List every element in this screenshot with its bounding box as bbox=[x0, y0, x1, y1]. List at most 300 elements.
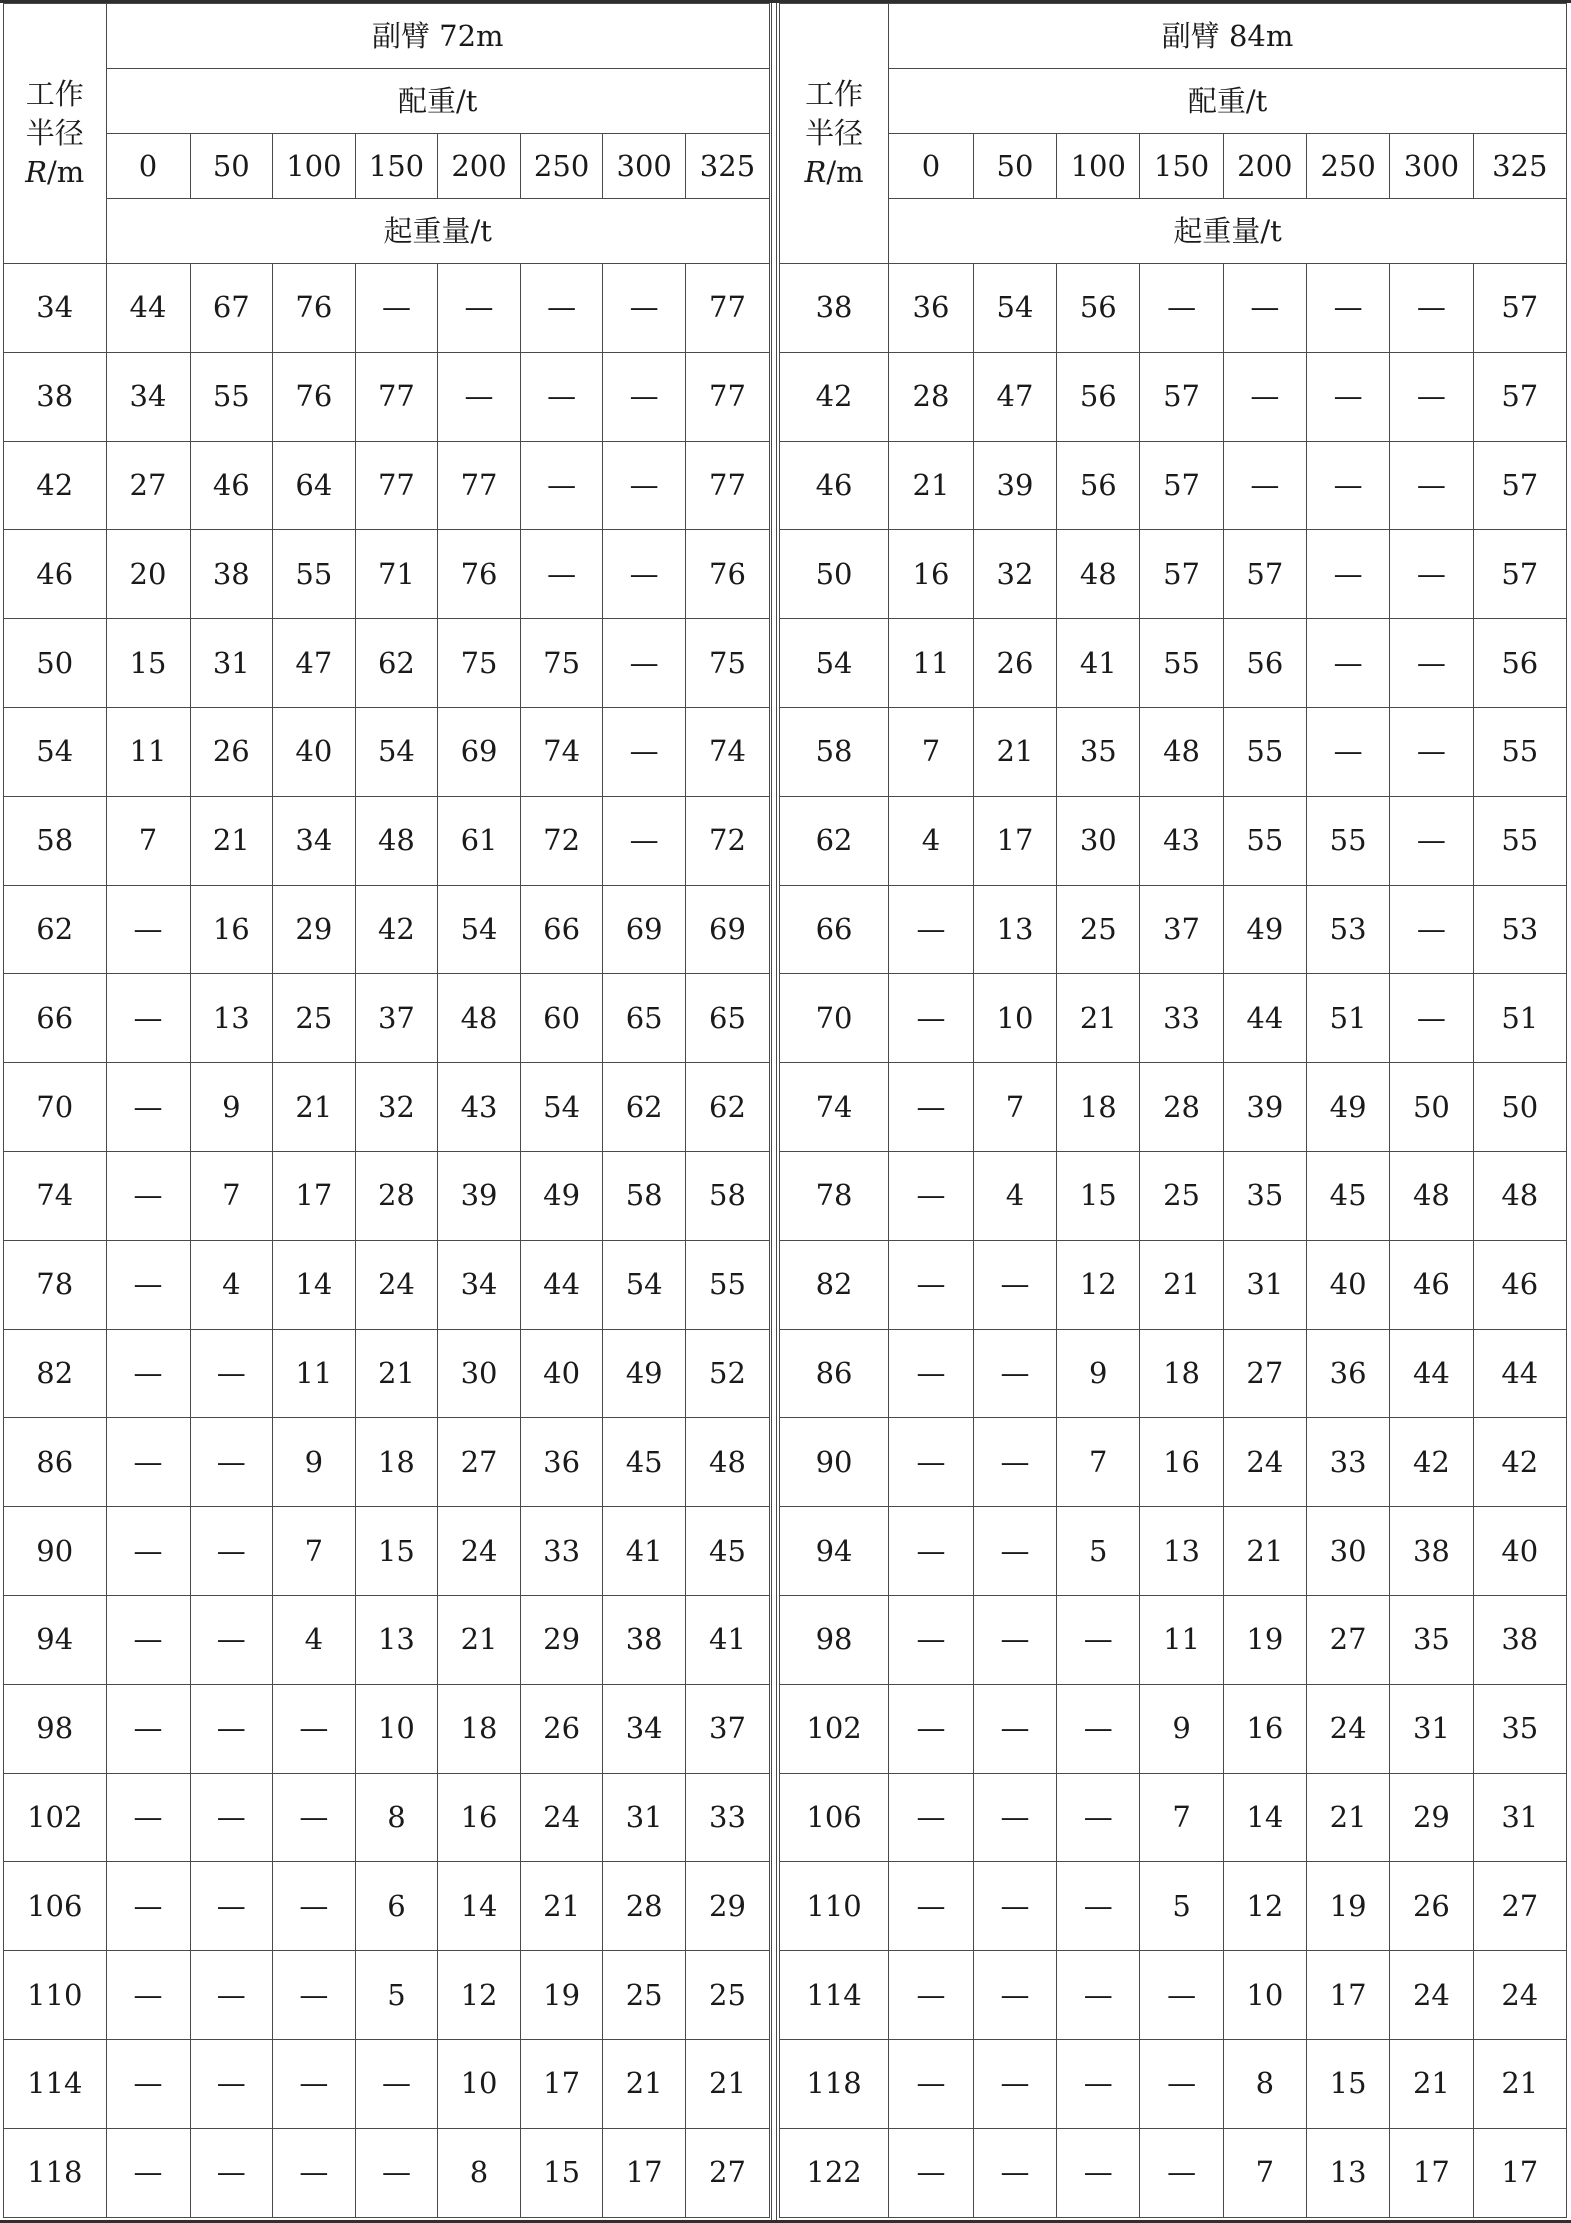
capacity-cell: 41 bbox=[1057, 619, 1140, 708]
radius-header bbox=[4, 4, 107, 264]
capacity-cell: 69 bbox=[438, 707, 521, 796]
capacity-cell: — bbox=[190, 1507, 273, 1596]
capacity-cell: — bbox=[273, 1773, 356, 1862]
capacity-cell: — bbox=[1306, 441, 1389, 530]
capacity-cell: — bbox=[603, 530, 686, 619]
capacity-cell: — bbox=[1306, 619, 1389, 708]
capacity-cell: — bbox=[1390, 441, 1473, 530]
capacity-cell: 34 bbox=[273, 796, 356, 885]
table-row bbox=[780, 974, 1567, 1063]
capacity-cell: 26 bbox=[190, 707, 273, 796]
capacity-cell: 76 bbox=[438, 530, 521, 619]
capacity-cell: 7 bbox=[1140, 1773, 1223, 1862]
capacity-cell: 27 bbox=[106, 441, 190, 530]
capacity-cell: 6 bbox=[355, 1862, 438, 1951]
capacity-cell: 57 bbox=[1140, 441, 1223, 530]
capacity-cell: 4 bbox=[889, 796, 974, 885]
radius-cell: 74 bbox=[4, 1151, 107, 1240]
capacity-cell: — bbox=[973, 2039, 1056, 2128]
counterweight-column-header: 150 bbox=[355, 134, 438, 199]
capacity-cell: 11 bbox=[273, 1329, 356, 1418]
capacity-cell: 34 bbox=[603, 1684, 686, 1773]
capacity-cell: 21 bbox=[355, 1329, 438, 1418]
capacity-cell: — bbox=[273, 1951, 356, 2040]
capacity-cell: 17 bbox=[273, 1151, 356, 1240]
capacity-cell: 25 bbox=[685, 1951, 769, 2040]
capacity-cell: — bbox=[1223, 352, 1306, 441]
capacity-cell: 21 bbox=[973, 707, 1056, 796]
capacity-cell: 37 bbox=[685, 1684, 769, 1773]
capacity-cell: 60 bbox=[520, 974, 603, 1063]
capacity-cell: 64 bbox=[273, 441, 356, 530]
counterweight-header: 配重/t bbox=[106, 69, 770, 134]
table-separator bbox=[771, 3, 777, 2220]
capacity-cell: 45 bbox=[1306, 1151, 1389, 1240]
radius-cell: 70 bbox=[780, 974, 889, 1063]
capacity-cell: 42 bbox=[1473, 1418, 1566, 1507]
counterweight-column-header: 50 bbox=[973, 134, 1056, 199]
capacity-cell: — bbox=[1306, 530, 1389, 619]
capacity-cell: — bbox=[106, 1862, 190, 1951]
capacity-cell: 38 bbox=[1390, 1507, 1473, 1596]
capacity-cell: 15 bbox=[1057, 1151, 1140, 1240]
jib-length-header: 副臂 84m bbox=[889, 4, 1567, 69]
capacity-cell: — bbox=[190, 1951, 273, 2040]
table-row bbox=[4, 264, 770, 353]
radius-cell: 102 bbox=[4, 1773, 107, 1862]
table-row bbox=[780, 352, 1567, 441]
capacity-cell: 27 bbox=[685, 2128, 769, 2217]
table-row bbox=[780, 530, 1567, 619]
capacity-cell: — bbox=[190, 1862, 273, 1951]
capacity-cell: 62 bbox=[603, 1063, 686, 1152]
radius-cell: 46 bbox=[4, 530, 107, 619]
capacity-cell: 56 bbox=[1473, 619, 1566, 708]
capacity-cell: 13 bbox=[973, 885, 1056, 974]
capacity-cell: 35 bbox=[1473, 1684, 1566, 1773]
capacity-cell: 35 bbox=[1057, 707, 1140, 796]
capacity-cell: 19 bbox=[1223, 1595, 1306, 1684]
radius-unit: /m bbox=[47, 155, 85, 190]
capacity-cell: 42 bbox=[355, 885, 438, 974]
capacity-cell: 40 bbox=[1473, 1507, 1566, 1596]
radius-cell: 86 bbox=[780, 1329, 889, 1418]
capacity-cell: 31 bbox=[1473, 1773, 1566, 1862]
capacity-cell: 13 bbox=[190, 974, 273, 1063]
capacity-cell: 49 bbox=[603, 1329, 686, 1418]
capacity-cell: 28 bbox=[889, 352, 974, 441]
capacity-cell: — bbox=[889, 1418, 974, 1507]
radius-symbol: R bbox=[25, 155, 48, 190]
capacity-cell: 39 bbox=[438, 1151, 521, 1240]
radius-cell: 66 bbox=[780, 885, 889, 974]
capacity-cell: 53 bbox=[1306, 885, 1389, 974]
counterweight-header: 配重/t bbox=[889, 69, 1567, 134]
capacity-cell: 35 bbox=[1390, 1595, 1473, 1684]
capacity-cell: 75 bbox=[438, 619, 521, 708]
capacity-cell: 51 bbox=[1473, 974, 1566, 1063]
table-row bbox=[780, 1063, 1567, 1152]
table-row bbox=[4, 530, 770, 619]
capacity-cell: 47 bbox=[973, 352, 1056, 441]
capacity-cell: 49 bbox=[1223, 885, 1306, 974]
capacity-cell: — bbox=[889, 1329, 974, 1418]
capacity-cell: 24 bbox=[1223, 1418, 1306, 1507]
capacity-cell: — bbox=[603, 264, 686, 353]
capacity-cell: — bbox=[1390, 352, 1473, 441]
capacity-cell: 8 bbox=[1223, 2039, 1306, 2128]
capacity-cell: 18 bbox=[438, 1684, 521, 1773]
capacity-cell: 17 bbox=[520, 2039, 603, 2128]
capacity-cell: — bbox=[1223, 264, 1306, 353]
capacity-cell: 41 bbox=[603, 1507, 686, 1596]
capacity-cell: 5 bbox=[1140, 1862, 1223, 1951]
capacity-cell: 50 bbox=[1390, 1063, 1473, 1152]
capacity-cell: 48 bbox=[355, 796, 438, 885]
capacity-cell: 24 bbox=[438, 1507, 521, 1596]
capacity-cell: 34 bbox=[438, 1240, 521, 1329]
capacity-cell: 16 bbox=[1223, 1684, 1306, 1773]
capacity-cell: — bbox=[1057, 1862, 1140, 1951]
capacity-cell: 16 bbox=[190, 885, 273, 974]
capacity-cell: 55 bbox=[1306, 796, 1389, 885]
capacity-cell: 28 bbox=[603, 1862, 686, 1951]
radius-cell: 118 bbox=[4, 2128, 107, 2217]
capacity-cell: 31 bbox=[603, 1773, 686, 1862]
capacity-cell: 56 bbox=[1223, 619, 1306, 708]
capacity-cell: 21 bbox=[273, 1063, 356, 1152]
radius-cell: 50 bbox=[4, 619, 107, 708]
capacity-cell: — bbox=[190, 1684, 273, 1773]
radius-cell: 98 bbox=[4, 1684, 107, 1773]
radius-cell: 38 bbox=[4, 352, 107, 441]
capacity-cell: — bbox=[603, 441, 686, 530]
capacity-cell: 52 bbox=[685, 1329, 769, 1418]
capacity-cell: 44 bbox=[520, 1240, 603, 1329]
capacity-cell: — bbox=[355, 264, 438, 353]
table-row bbox=[780, 441, 1567, 530]
capacity-cell: 65 bbox=[685, 974, 769, 1063]
capacity-cell: — bbox=[1306, 707, 1389, 796]
capacity-cell: 19 bbox=[520, 1951, 603, 2040]
capacity-cell: — bbox=[973, 1418, 1056, 1507]
capacity-cell: 44 bbox=[1390, 1329, 1473, 1418]
radius-header-line2: 半径 bbox=[25, 115, 84, 150]
counterweight-column-header: 100 bbox=[1057, 134, 1140, 199]
table-row bbox=[780, 1862, 1567, 1951]
capacity-cell: — bbox=[603, 796, 686, 885]
capacity-cell: 44 bbox=[106, 264, 190, 353]
counterweight-column-header: 325 bbox=[1473, 134, 1566, 199]
table-row bbox=[4, 1418, 770, 1507]
capacity-cell: 57 bbox=[1473, 264, 1566, 353]
capacity-cell: 25 bbox=[273, 974, 356, 1063]
capacity-cell: 55 bbox=[1140, 619, 1223, 708]
capacity-cell: 45 bbox=[603, 1418, 686, 1507]
capacity-cell: — bbox=[889, 1862, 974, 1951]
capacity-cell: — bbox=[1057, 2039, 1140, 2128]
capacity-cell: 57 bbox=[1473, 441, 1566, 530]
capacity-cell: 57 bbox=[1140, 352, 1223, 441]
radius-header-line1: 工作 bbox=[805, 76, 864, 111]
capacity-cell: 12 bbox=[1223, 1862, 1306, 1951]
capacity-cell: — bbox=[106, 1329, 190, 1418]
capacity-cell: — bbox=[520, 441, 603, 530]
capacity-cell: 69 bbox=[603, 885, 686, 974]
capacity-cell: 11 bbox=[106, 707, 190, 796]
capacity-cell: — bbox=[106, 1151, 190, 1240]
capacity-cell: 14 bbox=[1223, 1773, 1306, 1862]
capacity-cell: 11 bbox=[1140, 1595, 1223, 1684]
capacity-cell: 47 bbox=[273, 619, 356, 708]
capacity-cell: — bbox=[520, 530, 603, 619]
capacity-cell: — bbox=[973, 1684, 1056, 1773]
table-row bbox=[780, 796, 1567, 885]
capacity-cell: — bbox=[889, 1951, 974, 2040]
table-row bbox=[780, 264, 1567, 353]
capacity-cell: 54 bbox=[973, 264, 1056, 353]
capacity-cell: — bbox=[1390, 530, 1473, 619]
capacity-cell: 76 bbox=[685, 530, 769, 619]
capacity-cell: 17 bbox=[1390, 2128, 1473, 2217]
radius-header-unit bbox=[780, 153, 888, 192]
capacity-cell: 15 bbox=[355, 1507, 438, 1596]
radius-cell: 114 bbox=[4, 2039, 107, 2128]
capacity-cell: — bbox=[889, 2039, 974, 2128]
capacity-cell: — bbox=[1057, 1595, 1140, 1684]
capacity-cell: — bbox=[889, 1773, 974, 1862]
capacity-cell: 5 bbox=[1057, 1507, 1140, 1596]
table-row bbox=[780, 1507, 1567, 1596]
capacity-cell: — bbox=[106, 1418, 190, 1507]
capacity-cell: 43 bbox=[438, 1063, 521, 1152]
capacity-cell: 25 bbox=[603, 1951, 686, 2040]
capacity-cell: 55 bbox=[1473, 796, 1566, 885]
capacity-header: 起重量/t bbox=[889, 199, 1567, 264]
capacity-cell: 10 bbox=[438, 2039, 521, 2128]
radius-cell: 50 bbox=[780, 530, 889, 619]
radius-header-unit bbox=[4, 153, 106, 192]
capacity-cell: 49 bbox=[1306, 1063, 1389, 1152]
capacity-cell: 72 bbox=[520, 796, 603, 885]
load-table-jib-72m bbox=[3, 3, 770, 2218]
capacity-cell: 21 bbox=[1390, 2039, 1473, 2128]
radius-cell: 122 bbox=[780, 2128, 889, 2217]
table-row bbox=[4, 885, 770, 974]
counterweight-column-header: 300 bbox=[603, 134, 686, 199]
capacity-cell: — bbox=[1390, 707, 1473, 796]
capacity-cell: 33 bbox=[1306, 1418, 1389, 1507]
capacity-cell: 36 bbox=[1306, 1329, 1389, 1418]
capacity-cell: 27 bbox=[1473, 1862, 1566, 1951]
capacity-cell: — bbox=[889, 885, 974, 974]
capacity-cell: 31 bbox=[1390, 1684, 1473, 1773]
capacity-cell: 26 bbox=[1390, 1862, 1473, 1951]
capacity-cell: — bbox=[973, 1951, 1056, 2040]
capacity-cell: 15 bbox=[106, 619, 190, 708]
capacity-cell: 76 bbox=[273, 352, 356, 441]
capacity-cell: 29 bbox=[273, 885, 356, 974]
capacity-cell: 11 bbox=[889, 619, 974, 708]
capacity-cell: 37 bbox=[1140, 885, 1223, 974]
capacity-cell: 46 bbox=[1473, 1240, 1566, 1329]
radius-cell: 42 bbox=[780, 352, 889, 441]
capacity-cell: 26 bbox=[520, 1684, 603, 1773]
capacity-header: 起重量/t bbox=[106, 199, 770, 264]
capacity-cell: 38 bbox=[1473, 1595, 1566, 1684]
capacity-cell: 16 bbox=[1140, 1418, 1223, 1507]
capacity-cell: — bbox=[1140, 1951, 1223, 2040]
capacity-cell: 7 bbox=[973, 1063, 1056, 1152]
capacity-cell: — bbox=[889, 1240, 974, 1329]
capacity-cell: 13 bbox=[355, 1595, 438, 1684]
capacity-cell: 56 bbox=[1057, 264, 1140, 353]
capacity-cell: 33 bbox=[520, 1507, 603, 1596]
capacity-cell: — bbox=[106, 885, 190, 974]
capacity-cell: — bbox=[973, 1507, 1056, 1596]
capacity-cell: 57 bbox=[1140, 530, 1223, 619]
capacity-cell: 72 bbox=[685, 796, 769, 885]
capacity-cell: — bbox=[973, 1595, 1056, 1684]
radius-cell: 106 bbox=[4, 1862, 107, 1951]
capacity-cell: 77 bbox=[355, 352, 438, 441]
table-row bbox=[4, 1684, 770, 1773]
capacity-cell: 33 bbox=[685, 1773, 769, 1862]
capacity-cell: 9 bbox=[190, 1063, 273, 1152]
radius-cell: 54 bbox=[4, 707, 107, 796]
capacity-cell: 55 bbox=[273, 530, 356, 619]
table-row bbox=[4, 2128, 770, 2217]
capacity-cell: — bbox=[1057, 2128, 1140, 2217]
radius-cell: 90 bbox=[780, 1418, 889, 1507]
capacity-cell: 74 bbox=[685, 707, 769, 796]
capacity-cell: — bbox=[973, 1773, 1056, 1862]
capacity-cell: 50 bbox=[1473, 1063, 1566, 1152]
capacity-cell: 28 bbox=[355, 1151, 438, 1240]
capacity-cell: 8 bbox=[438, 2128, 521, 2217]
capacity-cell: — bbox=[889, 1595, 974, 1684]
capacity-cell: 17 bbox=[973, 796, 1056, 885]
capacity-cell: 24 bbox=[520, 1773, 603, 1862]
capacity-cell: 4 bbox=[973, 1151, 1056, 1240]
capacity-cell: 4 bbox=[190, 1240, 273, 1329]
capacity-cell: 15 bbox=[520, 2128, 603, 2217]
capacity-cell: — bbox=[973, 1329, 1056, 1418]
radius-header bbox=[780, 4, 889, 264]
capacity-cell: — bbox=[190, 2039, 273, 2128]
capacity-cell: 56 bbox=[1057, 441, 1140, 530]
capacity-cell: 44 bbox=[1223, 974, 1306, 1063]
table-row bbox=[780, 1240, 1567, 1329]
capacity-cell: 29 bbox=[520, 1595, 603, 1684]
capacity-cell: — bbox=[973, 1240, 1056, 1329]
capacity-cell: 14 bbox=[273, 1240, 356, 1329]
capacity-cell: — bbox=[1306, 352, 1389, 441]
capacity-cell: — bbox=[973, 1862, 1056, 1951]
capacity-cell: — bbox=[190, 1418, 273, 1507]
capacity-cell: 51 bbox=[1306, 974, 1389, 1063]
table-row bbox=[4, 1507, 770, 1596]
capacity-cell: 75 bbox=[685, 619, 769, 708]
capacity-cell: 32 bbox=[973, 530, 1056, 619]
capacity-cell: 49 bbox=[520, 1151, 603, 1240]
capacity-cell: 21 bbox=[1223, 1507, 1306, 1596]
table-row bbox=[780, 1151, 1567, 1240]
capacity-cell: 18 bbox=[355, 1418, 438, 1507]
capacity-cell: 17 bbox=[1473, 2128, 1566, 2217]
capacity-cell: — bbox=[438, 264, 521, 353]
capacity-cell: 4 bbox=[273, 1595, 356, 1684]
capacity-cell: — bbox=[1140, 2039, 1223, 2128]
counterweight-column-header: 50 bbox=[190, 134, 273, 199]
counterweight-column-header: 0 bbox=[106, 134, 190, 199]
capacity-cell: 20 bbox=[106, 530, 190, 619]
capacity-cell: 31 bbox=[190, 619, 273, 708]
capacity-cell: 77 bbox=[438, 441, 521, 530]
radius-header-line2: 半径 bbox=[805, 115, 864, 150]
capacity-cell: 58 bbox=[603, 1151, 686, 1240]
capacity-cell: — bbox=[1140, 264, 1223, 353]
capacity-cell: — bbox=[1306, 264, 1389, 353]
capacity-cell: — bbox=[273, 2128, 356, 2217]
capacity-cell: 75 bbox=[520, 619, 603, 708]
table-row bbox=[780, 2039, 1567, 2128]
capacity-cell: 48 bbox=[1057, 530, 1140, 619]
capacity-cell: 62 bbox=[355, 619, 438, 708]
capacity-cell: 14 bbox=[438, 1862, 521, 1951]
radius-cell: 78 bbox=[780, 1151, 889, 1240]
capacity-cell: 62 bbox=[685, 1063, 769, 1152]
capacity-cell: 24 bbox=[1306, 1684, 1389, 1773]
capacity-cell: 44 bbox=[1473, 1329, 1566, 1418]
capacity-cell: 65 bbox=[603, 974, 686, 1063]
capacity-cell: — bbox=[973, 2128, 1056, 2217]
radius-cell: 46 bbox=[780, 441, 889, 530]
capacity-cell: 12 bbox=[438, 1951, 521, 2040]
capacity-cell: 34 bbox=[106, 352, 190, 441]
table-row bbox=[4, 619, 770, 708]
capacity-cell: 7 bbox=[889, 707, 974, 796]
capacity-cell: 21 bbox=[190, 796, 273, 885]
capacity-cell: 19 bbox=[1306, 1862, 1389, 1951]
radius-cell: 106 bbox=[780, 1773, 889, 1862]
capacity-cell: 7 bbox=[273, 1507, 356, 1596]
capacity-cell: 40 bbox=[520, 1329, 603, 1418]
capacity-cell: — bbox=[106, 1595, 190, 1684]
capacity-cell: 40 bbox=[1306, 1240, 1389, 1329]
table-row bbox=[4, 1240, 770, 1329]
capacity-cell: 57 bbox=[1473, 352, 1566, 441]
capacity-cell: 25 bbox=[1057, 885, 1140, 974]
table-row bbox=[4, 352, 770, 441]
capacity-cell: 69 bbox=[685, 885, 769, 974]
capacity-cell: 48 bbox=[685, 1418, 769, 1507]
capacity-cell: — bbox=[106, 1507, 190, 1596]
capacity-cell: 21 bbox=[1306, 1773, 1389, 1862]
radius-cell: 82 bbox=[4, 1329, 107, 1418]
radius-cell: 98 bbox=[780, 1595, 889, 1684]
table-row bbox=[4, 796, 770, 885]
table-row bbox=[4, 441, 770, 530]
capacity-cell: — bbox=[190, 1329, 273, 1418]
counterweight-column-header: 100 bbox=[273, 134, 356, 199]
capacity-cell: — bbox=[603, 707, 686, 796]
table-row bbox=[4, 1595, 770, 1684]
capacity-cell: 21 bbox=[1140, 1240, 1223, 1329]
capacity-cell: 32 bbox=[355, 1063, 438, 1152]
capacity-cell: 66 bbox=[520, 885, 603, 974]
capacity-cell: 45 bbox=[685, 1507, 769, 1596]
